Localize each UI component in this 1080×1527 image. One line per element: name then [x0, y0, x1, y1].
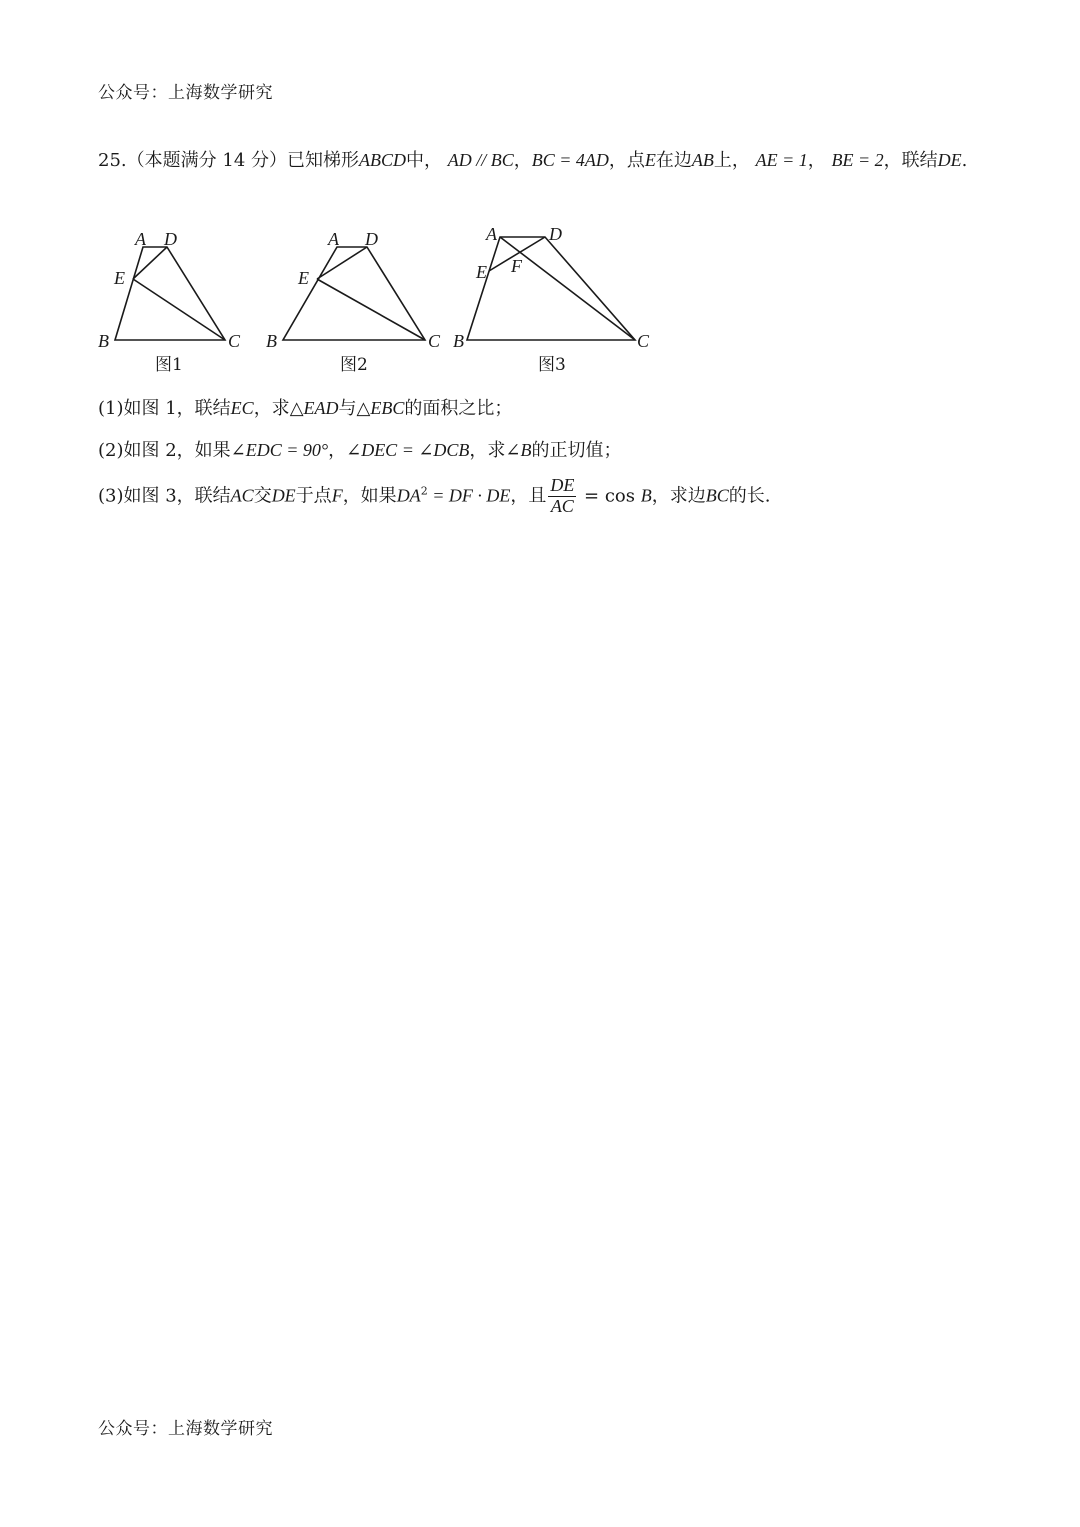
- text: .: [961, 150, 968, 171]
- text: 已知梯形: [287, 150, 359, 171]
- fig3-trapezoid: [467, 237, 635, 340]
- math: ∠B: [505, 440, 532, 460]
- fig2-label-b: B: [266, 331, 277, 351]
- fig2-label-c: C: [428, 331, 441, 351]
- fig2-trapezoid: [283, 247, 425, 340]
- math: ∠EDC = 90°: [230, 440, 329, 460]
- text: (3)如图 3，联结: [98, 485, 231, 507]
- fig1-label-c: C: [228, 331, 241, 351]
- text: ，: [513, 150, 532, 171]
- math: △EBC: [356, 398, 405, 418]
- text: 中，: [406, 150, 442, 171]
- fig1-label-d: D: [164, 229, 177, 249]
- fig3-label-f: F: [511, 256, 522, 276]
- fig3-label-e: E: [476, 262, 487, 282]
- problem-points: （本题满分 14 分）: [126, 150, 287, 171]
- question-3: [98, 476, 771, 517]
- math: BC = 4AD: [531, 150, 609, 170]
- text: ，: [807, 150, 826, 171]
- text: 上，: [713, 150, 750, 171]
- figure-diagrams: [95, 222, 665, 382]
- text: ，求边: [651, 485, 706, 507]
- math: BE = 2: [831, 150, 884, 170]
- math: ABCD: [359, 150, 406, 170]
- math: B: [640, 485, 652, 506]
- fig3-caption: 图3: [538, 355, 566, 375]
- fig2-caption: 图2: [340, 355, 368, 375]
- denominator: AC: [550, 495, 574, 516]
- text: (2)如图 2，如果: [98, 440, 231, 461]
- text: ，点: [608, 150, 645, 171]
- text: ，如果: [342, 485, 397, 507]
- text: 于点: [295, 485, 332, 507]
- math: BC: [705, 485, 729, 506]
- math: DE: [271, 485, 296, 506]
- text: ，联结: [883, 150, 938, 171]
- math: F: [331, 485, 343, 506]
- exponent: 2: [420, 484, 428, 498]
- math: EC: [230, 398, 254, 418]
- fig3-label-a: A: [486, 224, 497, 244]
- fig2-label-d: D: [365, 229, 378, 249]
- numerator: DE: [550, 475, 575, 495]
- problem-statement: [98, 138, 988, 183]
- fig1-caption: 图1: [155, 355, 183, 375]
- math: AE = 1: [755, 150, 808, 170]
- fig1-label-e: E: [114, 268, 125, 288]
- math: AC: [230, 485, 254, 506]
- fig3-segment-ac: [500, 237, 635, 340]
- text: (1)如图 1，联结: [98, 398, 231, 419]
- math: DE: [937, 150, 962, 170]
- text: 交: [253, 485, 272, 507]
- text: 的长.: [728, 485, 771, 507]
- fig2-segment-de: [317, 247, 367, 279]
- fig1-trapezoid: [115, 247, 225, 340]
- text: ，求: [253, 398, 290, 419]
- math: E: [644, 150, 656, 170]
- text: ，且: [510, 485, 547, 507]
- fig3-label-b: B: [453, 331, 464, 351]
- fig1-segment-ec: [133, 279, 225, 340]
- question-1: [98, 394, 512, 420]
- fig1-label-b: B: [98, 331, 109, 351]
- math: ∠DEC = ∠DCB: [346, 440, 470, 460]
- footer-source: 公众号：上海数学研究: [98, 1419, 273, 1439]
- text: 在边: [655, 150, 692, 171]
- problem-number: 25.: [98, 150, 127, 171]
- math: △EAD: [289, 398, 339, 418]
- math: AD // BC: [447, 150, 514, 170]
- fig2-segment-ec: [317, 279, 425, 340]
- text: = cos: [578, 485, 636, 507]
- header-source: 公众号：上海数学研究: [98, 83, 273, 103]
- text: 的面积之比；: [404, 398, 513, 419]
- text: ，: [328, 440, 347, 461]
- math: AB: [691, 150, 714, 170]
- math: DA: [396, 485, 421, 506]
- fig2-label-e: E: [298, 268, 309, 288]
- text: 的正切值；: [531, 440, 622, 461]
- math: = DF · DE: [427, 485, 511, 506]
- text: 与: [338, 398, 357, 419]
- fig3-label-c: C: [637, 331, 650, 351]
- question-2: [98, 436, 622, 462]
- figures: [95, 222, 665, 382]
- fig3-label-d: D: [549, 224, 562, 244]
- text: ，求: [469, 440, 506, 461]
- fig2-label-a: A: [328, 229, 339, 249]
- fraction: [548, 476, 576, 517]
- fig1-label-a: A: [135, 229, 146, 249]
